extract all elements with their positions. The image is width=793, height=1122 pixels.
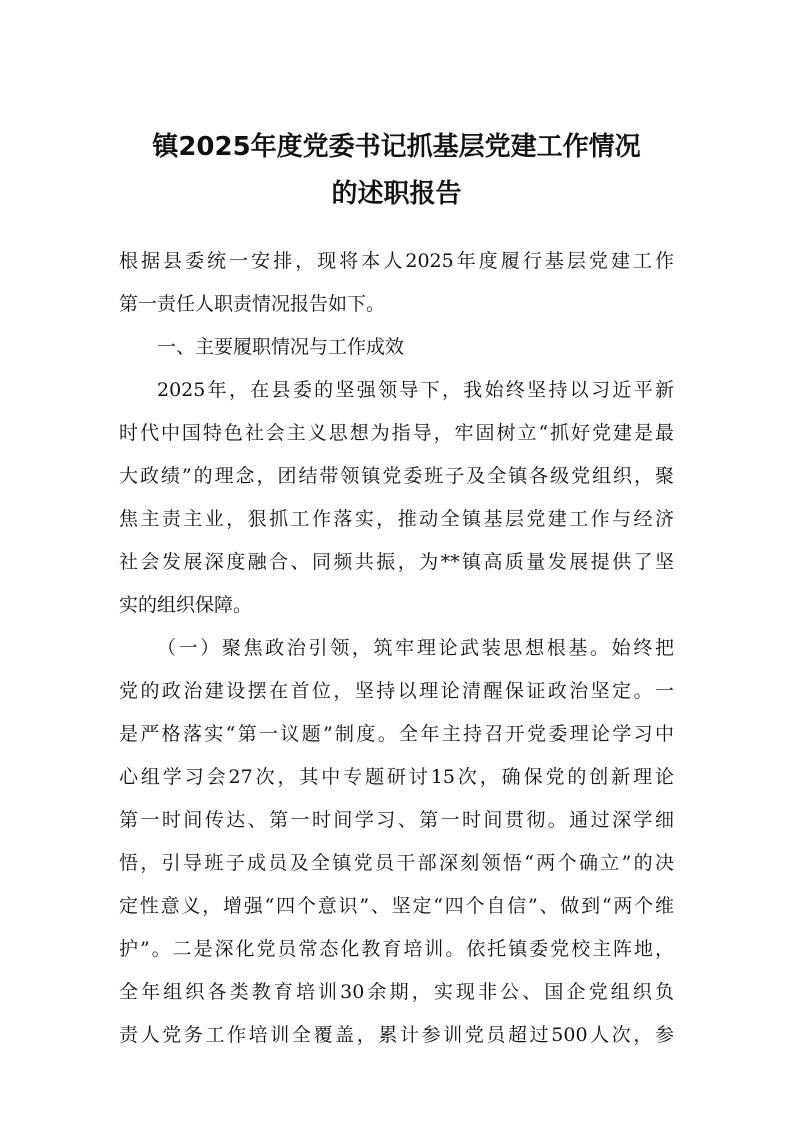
paragraph-line: 社会发展深度融合、同频共振，为**镇高质量发展提供了坚	[119, 551, 674, 573]
paragraph-line: 时代中国特色社会主义思想为指导，牢固树立“抓好党建是最	[119, 422, 674, 444]
document-title-line-1: 镇2025年度党委书记抓基层党建工作情况	[152, 132, 641, 162]
paragraph-line: 实的组织保障。	[119, 594, 253, 616]
paragraph-line: 第一责任人职责情况报告如下。	[119, 293, 386, 315]
paragraph-line: 悟，引导班子成员及全镇党员干部深刻领悟“两个确立”的决	[119, 852, 674, 874]
document-title-line-2: 的述职报告	[331, 179, 462, 209]
paragraph-line: 是严格落实“第一议题”制度。全年主持召开党委理论学习中	[119, 723, 674, 745]
paragraph-line: 责人党务工作培训全覆盖，累计参训党员超过500人次，参	[119, 1024, 674, 1046]
paragraph-line: 定性意义，增强“四个意识”、坚定“四个自信”、做到“两个维	[119, 895, 674, 917]
paragraph-line: 全年组织各类教育培训30余期，实现非公、国企党组织负	[119, 981, 674, 1003]
subsection-heading-line: （一）聚焦政治引领，筑牢理论武装思想根基。始终把	[157, 637, 674, 659]
paragraph-line: 焦主责主业，狠抓工作落实，推动全镇基层党建工作与经济	[119, 508, 674, 530]
paragraph-line: 党的政治建设摆在首位，坚持以理论清醒保证政治坚定。一	[119, 680, 674, 702]
paragraph-line: 根据县委统一安排，现将本人2025年度履行基层党建工作	[119, 250, 674, 272]
paragraph-line: 护”。二是深化党员常态化教育培训。依托镇委党校主阵地，	[119, 938, 674, 960]
paragraph-line: 大政绩”的理念，团结带领镇党委班子及全镇各级党组织，聚	[119, 465, 674, 487]
paragraph-line: 2025年，在县委的坚强领导下，我始终坚持以习近平新	[157, 379, 674, 401]
paragraph-line: 心组学习会27次，其中专题研讨15次，确保党的创新理论	[119, 766, 674, 788]
paragraph-line: 第一时间传达、第一时间学习、第一时间贯彻。通过深学细	[119, 809, 674, 831]
section-heading: 一、主要履职情况与工作成效	[157, 336, 405, 358]
